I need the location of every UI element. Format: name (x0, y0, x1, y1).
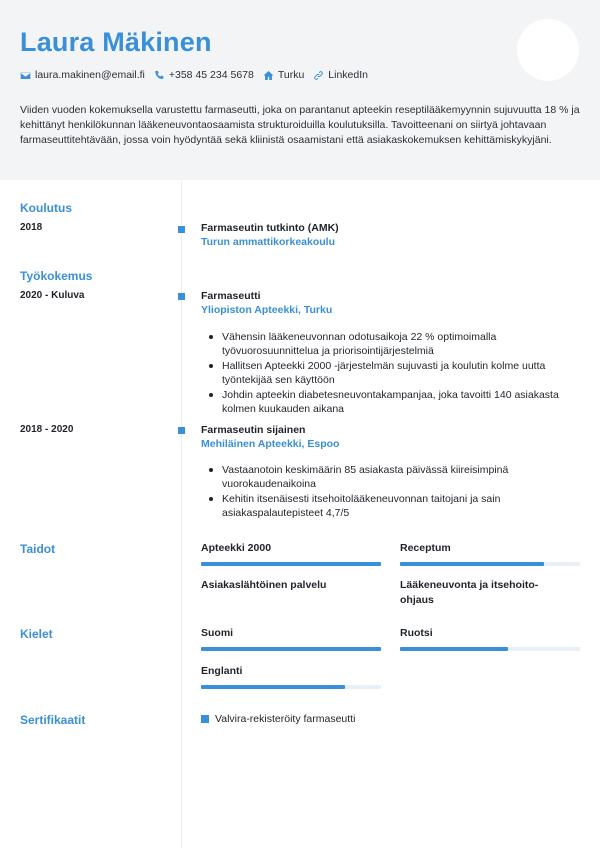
contact-city (263, 69, 304, 81)
experience-title: Farmaseutin sijainen (201, 424, 306, 436)
experience-period: 2018 - 2020 (20, 424, 74, 435)
section-title-skills: Taidot (20, 542, 56, 556)
section-title-certificates: Sertifikaatit (20, 713, 86, 727)
language-name: Suomi (201, 627, 234, 639)
language-bar-fill (201, 685, 345, 689)
list-item: Vastaanotoin keskimäärin 85 asiakasta päivässä kiireisimpinä vuorokaudenaikoina (207, 463, 577, 492)
section-title-experience: Työkokemus (20, 269, 93, 283)
language-item (400, 626, 580, 651)
certificate-item (201, 713, 355, 725)
experience-company: Mehiläinen Apteekki, Espoo (201, 438, 340, 450)
candidate-name: Laura Mäkinen (20, 27, 212, 57)
skill-bar (201, 562, 381, 566)
certificate-name: Valvira-rekisteröity farmaseutti (215, 713, 356, 725)
skill-name: Receptum (400, 542, 451, 554)
link-icon (313, 70, 324, 81)
contact-email-text: laura.makinen@email.fi (35, 69, 145, 81)
home-icon (263, 70, 274, 81)
list-item: Vähensin lääkeneuvonnan odotusaikoja 22 % optimoimalla työvuorosuunnittelua ja priorisointijärjestelmiä (207, 330, 577, 359)
skill-bar-fill (201, 562, 381, 566)
language-bar (400, 647, 580, 651)
envelope-icon (20, 70, 31, 81)
experience-company: Yliopiston Apteekki, Turku (201, 304, 333, 316)
profile-photo-placeholder (517, 19, 579, 81)
skill-name: Lääkeneuvonta ja itsehoito-ohjaus (400, 579, 539, 606)
list-item: Kehitin itsenäisesti itsehoitolääkeneuvonnan taitojani ja sain asiakaspalautepisteet 4,7/5 (207, 492, 577, 521)
section-title-languages: Kielet (20, 627, 53, 641)
contact-city-text: Turku (277, 69, 305, 81)
language-name: Ruotsi (400, 627, 433, 639)
skill-item (201, 578, 381, 593)
experience-bullets (207, 330, 577, 416)
skill-item (400, 578, 560, 607)
timeline-dot (178, 427, 185, 434)
contact-linkedin[interactable] (313, 69, 368, 81)
language-bar (201, 685, 381, 689)
language-item (201, 664, 381, 689)
language-item (201, 626, 381, 651)
language-bar-fill (201, 647, 381, 651)
certificate-square-icon (201, 715, 209, 723)
skill-bar-fill (400, 562, 544, 566)
phone-icon (154, 70, 165, 81)
list-item: Johdin apteekin diabetesneuvontakampanjaa, joka tavoitti 140 asiakasta kolmen kuukauden aikana (207, 388, 577, 417)
skill-item (400, 541, 580, 566)
skill-item (201, 541, 381, 566)
contact-phone[interactable] (154, 69, 254, 81)
skill-name: Asiakaslähtöinen palvelu (201, 579, 327, 591)
timeline-divider (181, 180, 182, 848)
contact-email[interactable] (20, 69, 145, 81)
profile-summary: Viiden vuoden kokemuksella varustettu farmaseutti, joka on parantanut apteekin reseptilääkemyynnin sujuvuutta 18 % ja kehittänyt henkilökunnan lääkeneuvontaosaamista strukturoiduilla koulutuksilla. Tavoitteenani on siirtyä johtavaan farmaseuttitehtävään, jossa voin hyödyntää sekä kliinistä osaamistani että asiakaskokemuksen kehittämiskykyjäni. (20, 104, 580, 147)
section-title-education: Koulutus (20, 201, 72, 215)
timeline-dot (178, 226, 185, 233)
header-panel (0, 0, 600, 180)
experience-bullets (207, 463, 577, 521)
language-bar (201, 647, 381, 651)
contact-row (20, 69, 377, 81)
language-bar-fill (400, 647, 508, 651)
experience-title: Farmaseutti (201, 290, 261, 302)
skill-name: Apteekki 2000 (201, 542, 272, 554)
education-school: Turun ammattikorkeakoulu (201, 236, 335, 248)
experience-period: 2020 - Kuluva (20, 290, 85, 301)
list-item: Hallitsen Apteekki 2000 -järjestelmän sujuvasti ja koulutin kolme uutta työntekijää sen käyttöön (207, 359, 577, 388)
timeline-dot (178, 293, 185, 300)
education-degree: Farmaseutin tutkinto (AMK) (201, 222, 339, 234)
education-year: 2018 (20, 222, 43, 233)
contact-linkedin-text: LinkedIn (328, 69, 368, 81)
contact-phone-text: +358 45 234 5678 (168, 69, 254, 81)
language-name: Englanti (201, 665, 243, 677)
skill-bar (400, 562, 580, 566)
